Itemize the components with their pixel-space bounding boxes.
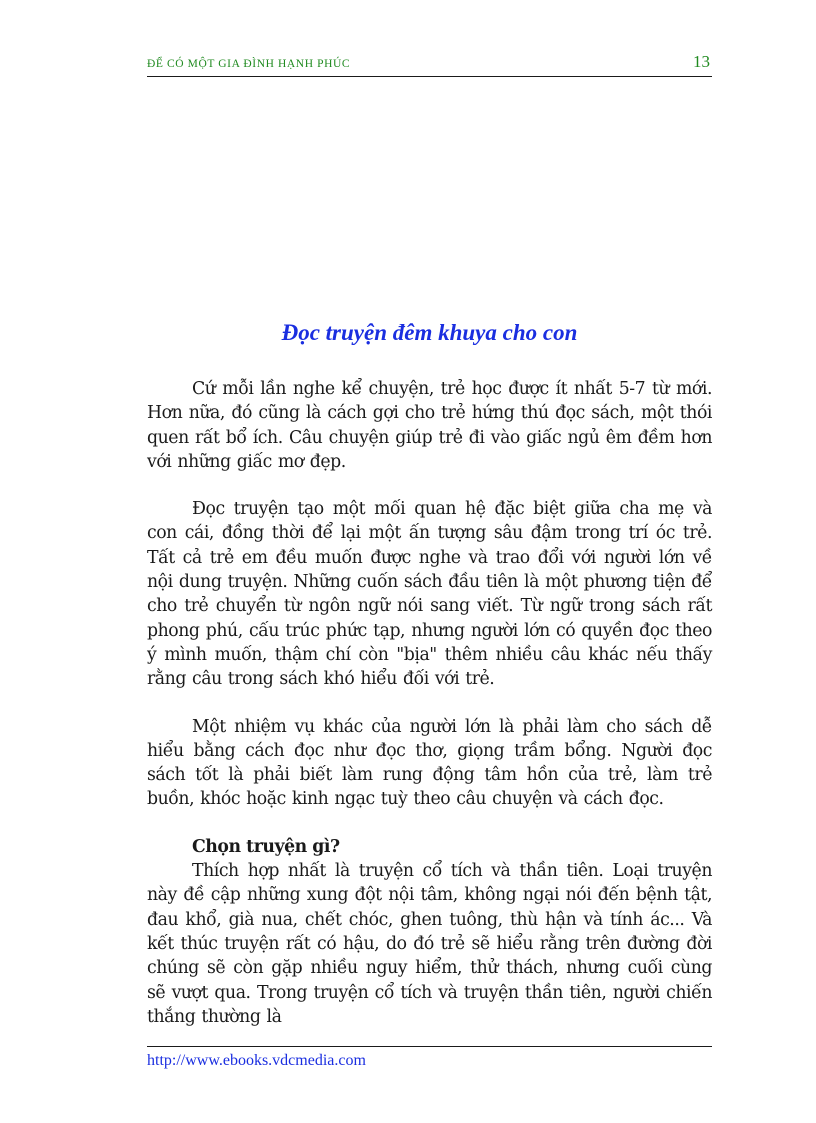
section-heading: Chọn truyện gì? (192, 836, 340, 857)
chapter-title: Đọc truyện đêm khuya cho con (281, 320, 578, 345)
running-header-title: ĐỂ CÓ MỘT GIA ĐÌNH HẠNH PHÚC (147, 58, 351, 70)
page-footer (147, 1046, 712, 1070)
page-header (147, 52, 712, 77)
section-paragraph: Thích hợp nhất là truyện cổ tích và thần tiên. Loại truyện này đề cập những xung đột nội tâm, không ngại nói đến bệnh tật, đau khổ, già nua, chết chóc, ghen tuông, thù hận và tính ác... Và kết thúc truyện rất có hậu, do đó trẻ sẽ hiểu rằng trên đường đời chúng sẽ còn gặp nhiều nguy hiểm, thử thách, nhưng cuối cùng sẽ vượt qua. Trong truyện cổ tích và truyện thần tiên, người chiến thắng thường là (147, 861, 712, 1027)
body-text (147, 377, 712, 1029)
footer-link[interactable]: http://www.ebooks.vdcmedia.com (147, 1052, 366, 1069)
paragraph: Đọc truyện tạo một mối quan hệ đặc biệt giữa cha mẹ và con cái, đồng thời để lại một ấn tượng sâu đậm trong trí óc trẻ. Tất cả trẻ em đều muốn được nghe và trao đổi với người lớn về nội dung truyện. Những cuốn sách đầu tiên là một phương tiện để cho trẻ chuyển từ ngôn ngữ nói sang viết. Từ ngữ trong sách rất phong phú, cấu trúc phức tạp, nhưng người lớn có quyền đọc theo ý mình muốn, thậm chí còn "bịa" thêm nhiều câu khác nếu thấy rằng câu trong sách khó hiểu đối với trẻ. (147, 499, 712, 690)
paragraph: Cứ mỗi lần nghe kể chuyện, trẻ học được ít nhất 5-7 từ mới. Hơn nữa, đó cũng là cách gợi cho trẻ hứng thú đọc sách, một thói quen rất bổ ích. Câu chuyện giúp trẻ đi vào giấc ngủ êm đềm hơn với những giấc mơ đẹp. (147, 379, 712, 472)
paragraph: Một nhiệm vụ khác của người lớn là phải làm cho sách dễ hiểu bằng cách đọc như đọc thơ, giọng trầm bổng. Người đọc sách tốt là phải biết làm rung động tâm hồn của trẻ, làm trẻ buồn, khóc hoặc kinh ngạc tuỳ theo câu chuyện và cách đọc. (147, 716, 712, 810)
page-number: 13 (693, 52, 710, 71)
